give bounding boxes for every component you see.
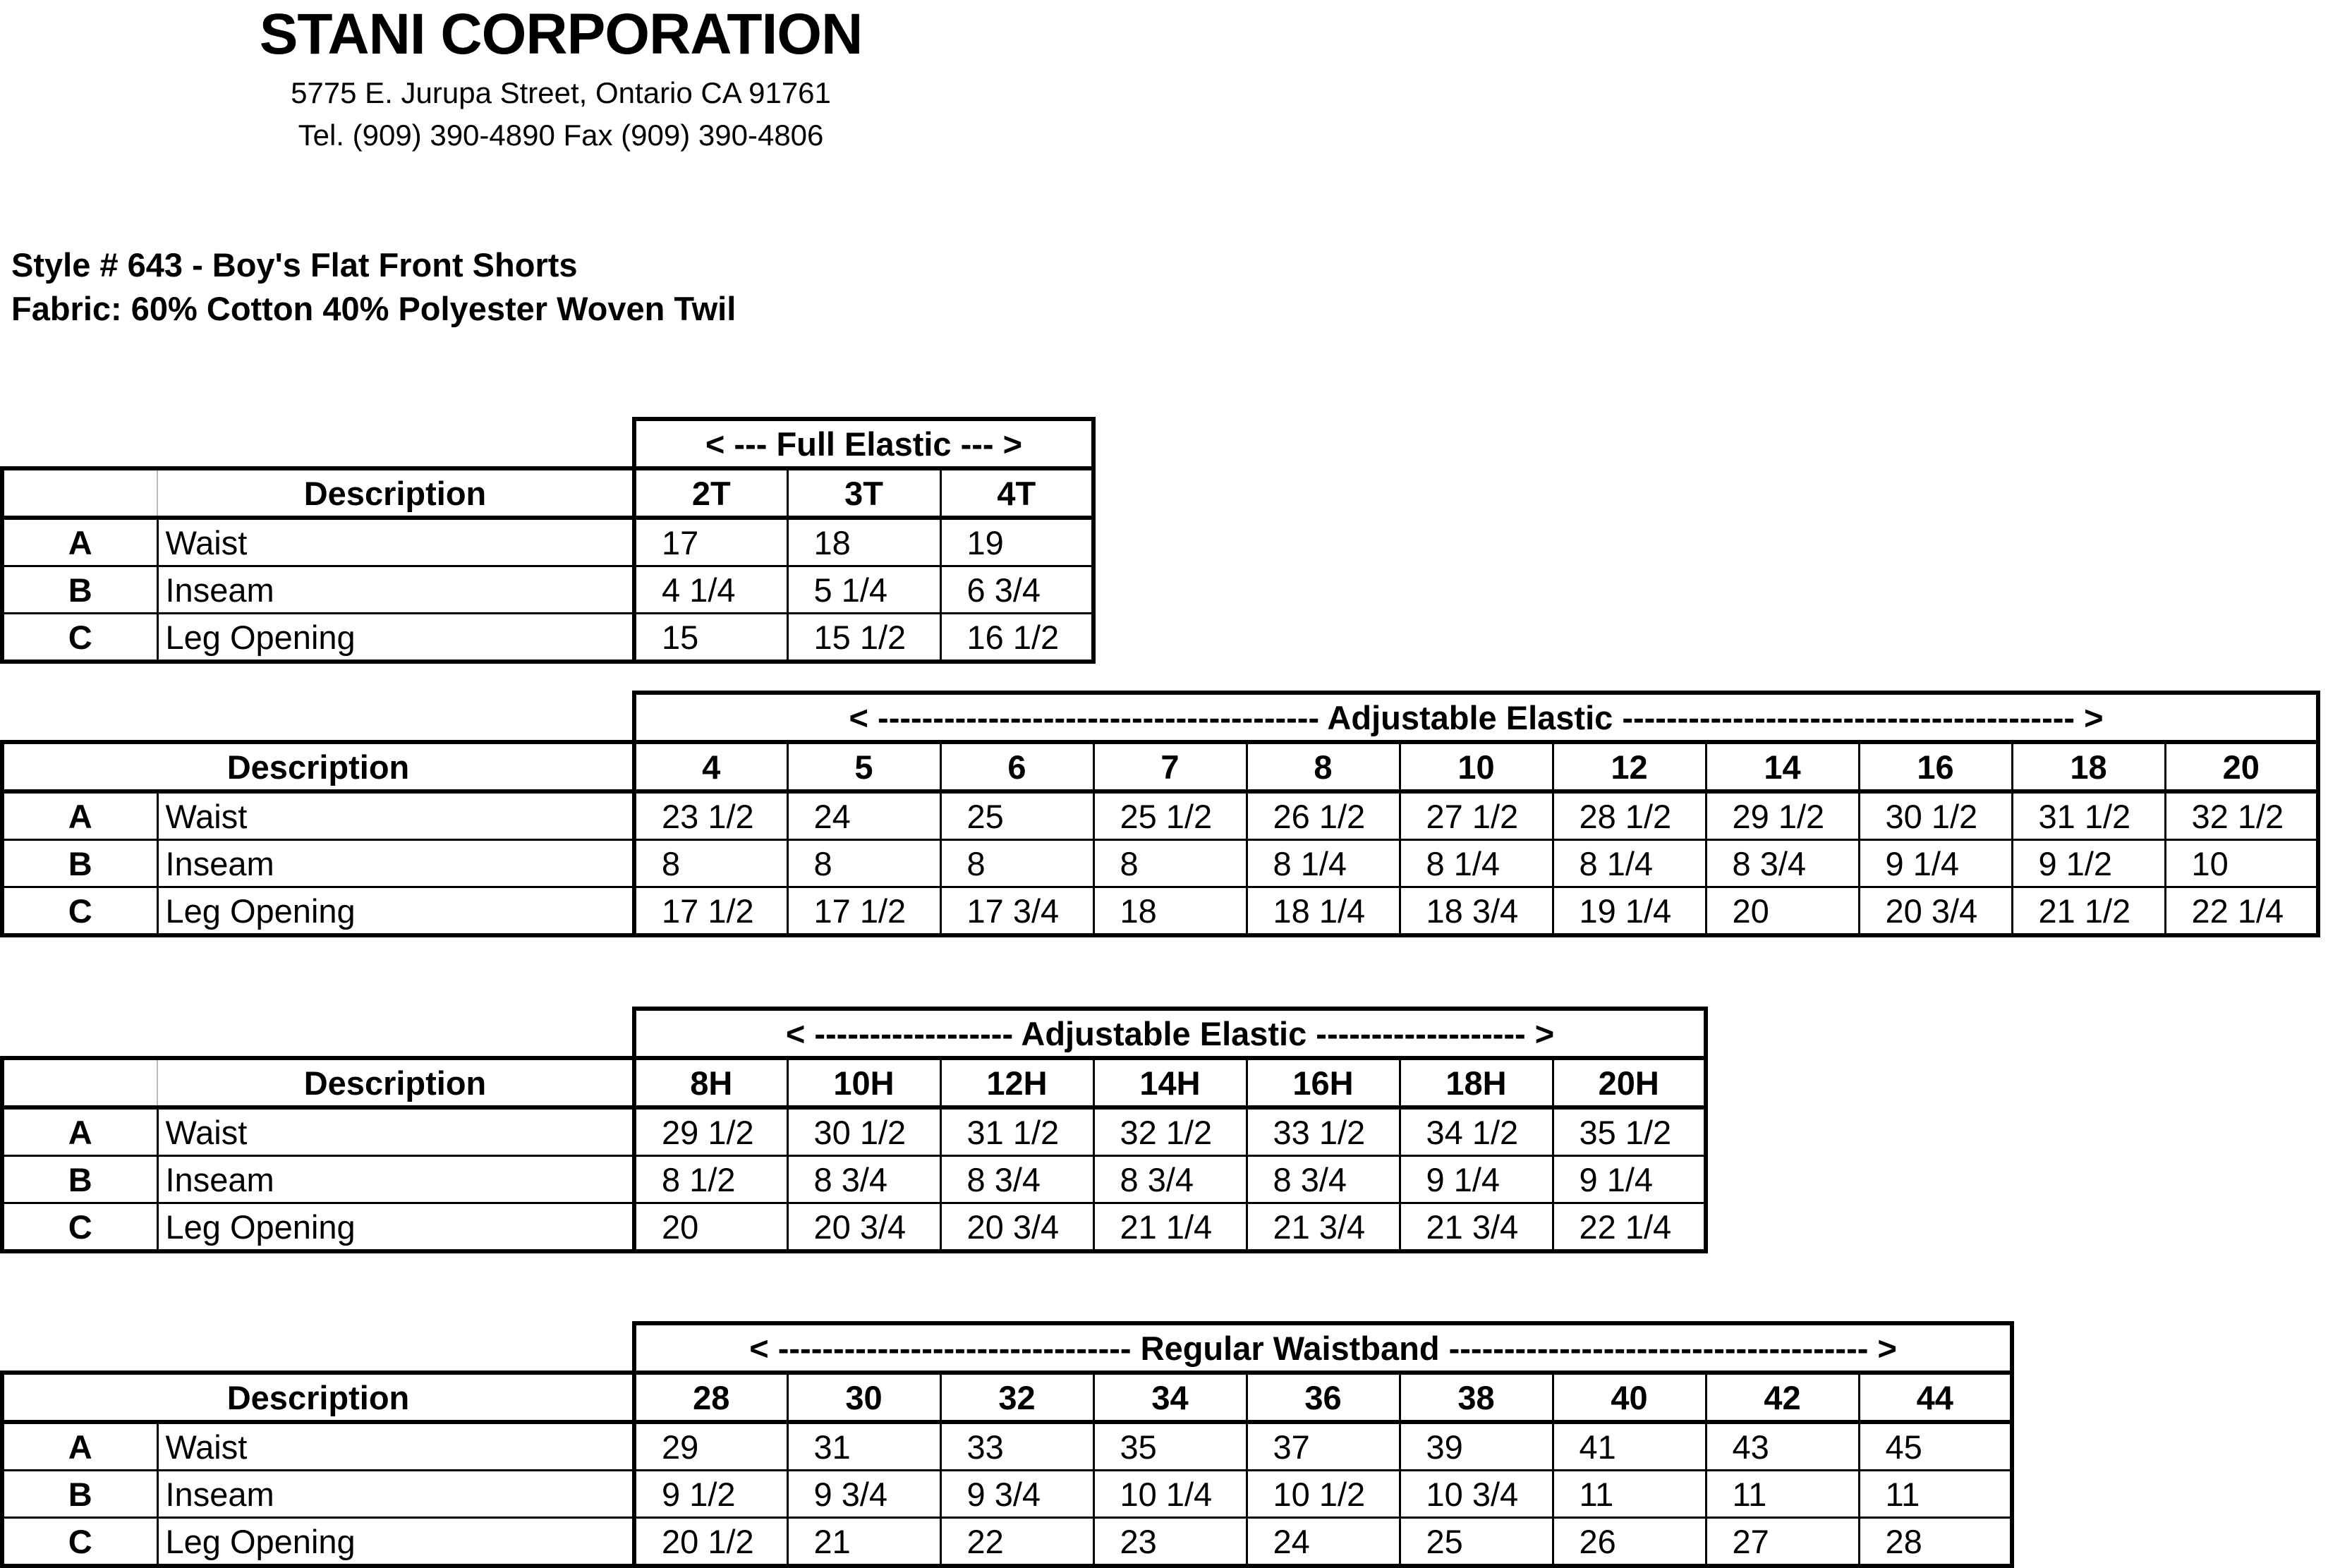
measurement-value: 8 1/2 (634, 1156, 787, 1203)
fabric-line: Fabric: 60% Cotton 40% Polyester Woven Twil (11, 290, 736, 327)
row-letter: C (2, 887, 157, 936)
measurement-value: 15 1/2 (787, 614, 940, 662)
measurement-value: 25 (1400, 1518, 1553, 1567)
table-row (2, 1107, 1706, 1156)
size-header: 12 (1553, 742, 1706, 791)
adjustable-elastic-husky-table (0, 1007, 1708, 1253)
measurement-value: 18 (787, 518, 940, 566)
row-letter: B (2, 1156, 157, 1203)
measurement-value: 20 3/4 (787, 1203, 940, 1252)
measurement-value: 25 1/2 (1093, 791, 1247, 840)
size-header: 18 (2012, 742, 2165, 791)
measurement-value: 45 (1859, 1422, 2012, 1471)
size-header: 40 (1553, 1373, 1706, 1422)
measurement-value: 17 1/2 (787, 887, 940, 936)
measurement-value: 4 1/4 (634, 566, 787, 614)
size-header: 30 (787, 1373, 940, 1422)
size-header: 44 (1859, 1373, 2012, 1422)
size-header: 36 (1247, 1373, 1400, 1422)
measurement-value: 33 (940, 1422, 1093, 1471)
size-header: 14H (1093, 1058, 1247, 1107)
measurement-name: Inseam (157, 1471, 634, 1518)
description-header: Description (157, 1058, 634, 1107)
measurement-value: 31 (787, 1422, 940, 1471)
measurement-value: 20 1/2 (634, 1518, 787, 1567)
measurement-value: 37 (1247, 1422, 1400, 1471)
measurement-value: 8 1/4 (1400, 840, 1553, 887)
measurement-value: 21 3/4 (1247, 1203, 1400, 1252)
measurement-value: 32 1/2 (2165, 791, 2318, 840)
measurement-value: 8 (1093, 840, 1247, 887)
measurement-value: 35 (1093, 1422, 1247, 1471)
measurement-value: 30 1/2 (787, 1107, 940, 1156)
measurement-value: 9 1/2 (634, 1471, 787, 1518)
measurement-value: 11 (1706, 1471, 1859, 1518)
group-header: < ---------------------------------------- Adjustable Elastic ----------------------------------------- > (634, 693, 2318, 742)
measurement-value: 28 (1859, 1518, 2012, 1567)
size-header: 38 (1400, 1373, 1553, 1422)
measurement-value: 29 1/2 (634, 1107, 787, 1156)
group-header: < -------------------------------- Regular Waistband -------------------------------------- > (634, 1323, 2012, 1373)
measurement-value: 39 (1400, 1422, 1553, 1471)
measurement-value: 29 1/2 (1706, 791, 1859, 840)
measurement-value: 8 (787, 840, 940, 887)
measurement-value: 23 1/2 (634, 791, 787, 840)
size-header: 28 (634, 1373, 787, 1422)
size-header: 6 (940, 742, 1093, 791)
measurement-value: 25 (940, 791, 1093, 840)
measurement-value: 23 (1093, 1518, 1247, 1567)
size-header: 42 (1706, 1373, 1859, 1422)
row-letter: A (2, 791, 157, 840)
measurement-value: 32 1/2 (1093, 1107, 1247, 1156)
measurement-value: 8 3/4 (1093, 1156, 1247, 1203)
measurement-value: 8 3/4 (1247, 1156, 1400, 1203)
measurement-value: 8 3/4 (1706, 840, 1859, 887)
measurement-value: 31 1/2 (940, 1107, 1093, 1156)
group-header: < ------------------ Adjustable Elastic ------------------- > (634, 1009, 1706, 1058)
measurement-value: 19 1/4 (1553, 887, 1706, 936)
measurement-value: 28 1/2 (1553, 791, 1706, 840)
table-row (2, 1203, 1706, 1252)
measurement-name: Leg Opening (157, 614, 634, 662)
measurement-value: 35 1/2 (1553, 1107, 1706, 1156)
measurement-name: Leg Opening (157, 1203, 634, 1252)
measurement-value: 6 3/4 (940, 566, 1093, 614)
description-header: Description (2, 742, 634, 791)
measurement-value: 19 (940, 518, 1093, 566)
measurement-value: 24 (1247, 1518, 1400, 1567)
size-header: 18H (1400, 1058, 1553, 1107)
measurement-value: 18 (1093, 887, 1247, 936)
table-row (2, 1156, 1706, 1203)
size-header: 16 (1859, 742, 2012, 791)
row-letter: B (2, 1471, 157, 1518)
size-header: 14 (1706, 742, 1859, 791)
table-row (2, 518, 1093, 566)
measurement-value: 29 (634, 1422, 787, 1471)
measurement-name: Inseam (157, 1156, 634, 1203)
measurement-value: 8 1/4 (1247, 840, 1400, 887)
blank-cell (2, 693, 634, 742)
measurement-value: 15 (634, 614, 787, 662)
measurement-value: 8 3/4 (940, 1156, 1093, 1203)
table-row (2, 1422, 2012, 1471)
measurement-value: 34 1/2 (1400, 1107, 1553, 1156)
table-row (2, 887, 2318, 936)
table-row (2, 566, 1093, 614)
measurement-value: 10 1/4 (1093, 1471, 1247, 1518)
full-elastic-table (0, 417, 1096, 664)
blank-cell (2, 1009, 634, 1058)
table-row (2, 614, 1093, 662)
measurement-value: 8 (940, 840, 1093, 887)
measurement-value: 24 (787, 791, 940, 840)
table-row (2, 840, 2318, 887)
measurement-value: 31 1/2 (2012, 791, 2165, 840)
measurement-value: 9 1/4 (1859, 840, 2012, 887)
measurement-value: 5 1/4 (787, 566, 940, 614)
measurement-value: 22 1/4 (2165, 887, 2318, 936)
measurement-value: 22 1/4 (1553, 1203, 1706, 1252)
measurement-name: Waist (157, 1422, 634, 1471)
row-letter: A (2, 1422, 157, 1471)
measurement-value: 9 3/4 (787, 1471, 940, 1518)
measurement-value: 20 (634, 1203, 787, 1252)
measurement-value: 8 (634, 840, 787, 887)
measurement-name: Waist (157, 1107, 634, 1156)
measurement-value: 9 3/4 (940, 1471, 1093, 1518)
measurement-value: 43 (1706, 1422, 1859, 1471)
measurement-name: Inseam (157, 566, 634, 614)
row-letter: C (2, 1203, 157, 1252)
measurement-value: 11 (1859, 1471, 2012, 1518)
measurement-value: 10 3/4 (1400, 1471, 1553, 1518)
row-letter: C (2, 614, 157, 662)
size-header: 16H (1247, 1058, 1400, 1107)
blank-cell (2, 1323, 634, 1373)
measurement-value: 17 3/4 (940, 887, 1093, 936)
measurement-value: 21 3/4 (1400, 1203, 1553, 1252)
size-header: 8H (634, 1058, 787, 1107)
measurement-value: 27 (1706, 1518, 1859, 1567)
measurement-value: 21 1/4 (1093, 1203, 1247, 1252)
size-header: 20H (1553, 1058, 1706, 1107)
size-header: 12H (940, 1058, 1093, 1107)
blank-cell (2, 1058, 157, 1107)
measurement-value: 33 1/2 (1247, 1107, 1400, 1156)
measurement-value: 18 1/4 (1247, 887, 1400, 936)
measurement-value: 30 1/2 (1859, 791, 2012, 840)
size-header: 5 (787, 742, 940, 791)
description-header: Description (157, 468, 634, 518)
row-letter: A (2, 1107, 157, 1156)
measurement-value: 27 1/2 (1400, 791, 1553, 840)
table-row (2, 1471, 2012, 1518)
size-header: 7 (1093, 742, 1247, 791)
company-name: STANI CORPORATION (259, 2, 863, 66)
style-title: Style # 643 - Boy's Flat Front Shorts (11, 246, 578, 284)
measurement-value: 9 1/4 (1553, 1156, 1706, 1203)
measurement-value: 41 (1553, 1422, 1706, 1471)
measurement-value: 8 1/4 (1553, 840, 1706, 887)
table-row (2, 1518, 2012, 1567)
blank-cell (2, 468, 157, 518)
size-header: 3T (787, 468, 940, 518)
description-header: Description (2, 1373, 634, 1422)
size-header: 4T (940, 468, 1093, 518)
measurement-value: 10 1/2 (1247, 1471, 1400, 1518)
measurement-value: 11 (1553, 1471, 1706, 1518)
row-letter: A (2, 518, 157, 566)
measurement-value: 21 1/2 (2012, 887, 2165, 936)
measurement-value: 9 1/2 (2012, 840, 2165, 887)
row-letter: B (2, 840, 157, 887)
group-header: < --- Full Elastic --- > (634, 419, 1093, 468)
measurement-value: 8 3/4 (787, 1156, 940, 1203)
measurement-value: 20 (1706, 887, 1859, 936)
size-header: 10H (787, 1058, 940, 1107)
measurement-value: 22 (940, 1518, 1093, 1567)
measurement-value: 21 (787, 1518, 940, 1567)
measurement-name: Leg Opening (157, 1518, 634, 1567)
measurement-value: 20 3/4 (1859, 887, 2012, 936)
measurement-value: 10 (2165, 840, 2318, 887)
measurement-value: 18 3/4 (1400, 887, 1553, 936)
row-letter: B (2, 566, 157, 614)
measurement-name: Waist (157, 518, 634, 566)
size-header: 4 (634, 742, 787, 791)
size-header: 34 (1093, 1373, 1247, 1422)
row-letter: C (2, 1518, 157, 1567)
adjustable-elastic-table (0, 691, 2320, 937)
measurement-name: Waist (157, 791, 634, 840)
measurement-value: 17 (634, 518, 787, 566)
regular-waistband-table (0, 1321, 2014, 1568)
size-header: 2T (634, 468, 787, 518)
company-address: 5775 E. Jurupa Street, Ontario CA 91761 (291, 76, 831, 109)
measurement-value: 17 1/2 (634, 887, 787, 936)
size-header: 10 (1400, 742, 1553, 791)
measurement-value: 9 1/4 (1400, 1156, 1553, 1203)
company-phone: Tel. (909) 390-4890 Fax (909) 390-4806 (298, 118, 824, 152)
size-header: 8 (1247, 742, 1400, 791)
measurement-value: 26 1/2 (1247, 791, 1400, 840)
measurement-name: Inseam (157, 840, 634, 887)
measurement-value: 26 (1553, 1518, 1706, 1567)
size-header: 20 (2165, 742, 2318, 791)
table-row (2, 791, 2318, 840)
size-header: 32 (940, 1373, 1093, 1422)
measurement-value: 20 3/4 (940, 1203, 1093, 1252)
measurement-name: Leg Opening (157, 887, 634, 936)
measurement-value: 16 1/2 (940, 614, 1093, 662)
blank-cell (2, 419, 634, 468)
